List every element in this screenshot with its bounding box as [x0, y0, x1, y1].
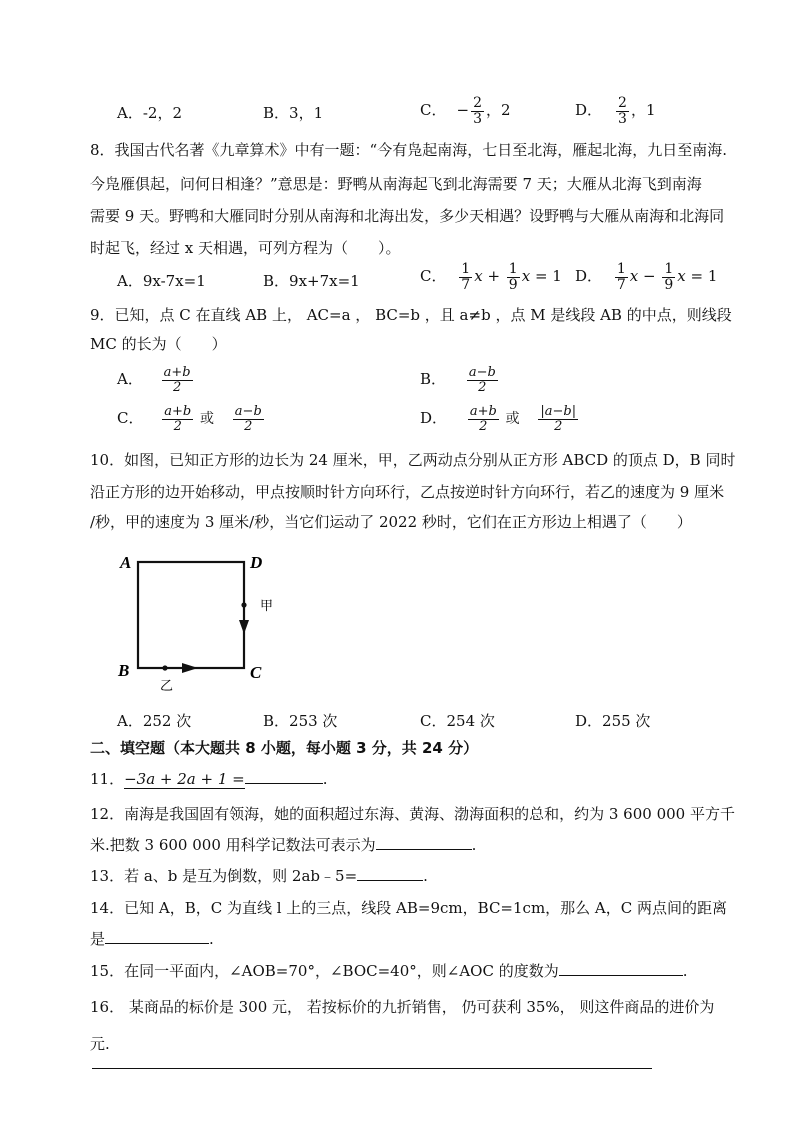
- arrow-right-icon: [182, 663, 198, 673]
- q10-option-d: D．255 次: [575, 712, 651, 730]
- q8-line-4: 时起飞，经过 x 天相遇，可列方程为（ ）。: [90, 239, 401, 257]
- q8-line-2: 今凫雁俱起，问何日相逢？”意思是：野鸭从南海起飞到北海需要 7 天；大雁从北海飞到南海: [90, 175, 702, 193]
- square-figure: [110, 548, 290, 698]
- numerator: 1: [664, 261, 674, 277]
- denominator: 2: [479, 418, 488, 434]
- q12-line-2-text: 米.把数 3 600 000 用科学记数法可表示为: [90, 836, 376, 854]
- fraction: [467, 366, 498, 394]
- fraction: [616, 96, 629, 126]
- denominator: 2: [478, 379, 487, 395]
- denominator: 2: [172, 379, 182, 395]
- variable-x: x: [474, 267, 483, 286]
- q13-text: 13．若 a、b 是互为倒数，则 2ab﹣5=: [90, 867, 358, 885]
- q10-line-2: 沿正方形的边开始移动，甲点按顺时针方向环行，乙点按逆时针方向环行，若乙的速度为 9 厘米: [90, 483, 725, 501]
- or-text: 或: [505, 411, 520, 428]
- option-label: D．: [420, 409, 448, 428]
- fraction: [615, 262, 628, 292]
- option-label: B．: [420, 370, 447, 389]
- q8-option-b: B．9x+7x=1: [263, 272, 360, 290]
- q7-option-d: [575, 96, 656, 126]
- denominator: 2: [173, 418, 182, 434]
- fraction: [162, 405, 193, 433]
- answer-blank[interactable]: [559, 961, 683, 976]
- q8-option-c: [420, 262, 562, 292]
- minus-sign: −: [642, 267, 656, 286]
- answer-blank[interactable]: [357, 866, 423, 881]
- point-jia: [241, 602, 246, 607]
- fraction: [468, 405, 499, 433]
- option-tail: ，2: [485, 101, 511, 120]
- q9-option-b: [420, 366, 500, 394]
- denominator: 7: [461, 276, 471, 293]
- option-label: D．: [575, 101, 603, 120]
- fraction: [459, 262, 472, 292]
- q13: [90, 862, 428, 890]
- option-tail: ，1: [630, 101, 656, 120]
- q12-line-2: [90, 831, 476, 859]
- q14-line-2: [90, 925, 214, 953]
- minus-sign: −: [456, 101, 470, 120]
- option-label: A．: [117, 370, 143, 389]
- numerator: a+b: [164, 404, 192, 419]
- point-yi: [162, 665, 167, 670]
- numerator: 1: [508, 261, 518, 277]
- fraction: [162, 366, 193, 394]
- q15-tail: .: [682, 962, 688, 980]
- denominator: 3: [473, 110, 482, 127]
- q9-option-a: [117, 366, 195, 394]
- q9-option-d: [420, 405, 580, 433]
- page-bottom-rule: [92, 1068, 652, 1069]
- numerator: a+b: [163, 365, 191, 380]
- fraction: [507, 262, 520, 292]
- q14-tail: .: [209, 930, 214, 948]
- q10-line-3: /秒，甲的速度为 3 厘米/秒，当它们运动了 2022 秒时，它们在正方形边上相遇了（ ）: [90, 513, 692, 531]
- vertex-label-d: D: [250, 553, 263, 572]
- fraction: [233, 405, 264, 433]
- q14-line-2-text: 是: [90, 930, 106, 948]
- numerator: a−b: [468, 365, 496, 380]
- q11-expression: −3a + 2a + 1 =: [124, 770, 245, 788]
- q10-option-c: C．254 次: [420, 712, 495, 730]
- denominator: 2: [554, 418, 563, 434]
- q16-line-1: 16． 某商品的标价是 300 元， 若按标价的九折销售， 仍可获利 35%， 则这件商品的进价为: [90, 998, 715, 1016]
- q15: [90, 957, 688, 985]
- q12-line-1: 12．南海是我国固有领海，她的面积超过东海、黄海、渤海面积的总和，约为 3 600 000 平方千: [90, 805, 735, 823]
- q8-line-3: 需要 9 天。野鸭和大雁同时分别从南海和北海出发，多少天相遇？设野鸭与大雁从南海和北海同: [90, 207, 725, 225]
- q15-text: 15．在同一平面内，∠AOB=70°，∠BOC=40°，则∠AOC 的度数为: [90, 962, 559, 980]
- option-label: D．: [575, 267, 603, 286]
- question-number: 11．: [90, 770, 125, 788]
- variable-x: x: [677, 267, 686, 286]
- q9-line-2: MC 的长为（ ）: [90, 335, 227, 353]
- label-jia: 甲: [260, 599, 274, 614]
- q9-line-1: 9．已知，点 C 在直线 AB 上， AC=a ， BC=b ，且 a≠b ，点 M 是线段 AB 的中点，则线段: [90, 306, 732, 324]
- q12-tail: .: [471, 836, 477, 854]
- equals-one: = 1: [534, 267, 562, 286]
- option-label: C．: [420, 267, 447, 286]
- q10-option-b: B．253 次: [263, 712, 338, 730]
- equals-one: = 1: [690, 267, 718, 286]
- q16-line-2: 元.: [90, 1035, 110, 1053]
- denominator: 2: [244, 418, 253, 434]
- or-text: 或: [200, 411, 215, 428]
- q8-line-1: 8．我国古代名著《九章算术》中有一题：“今有凫起南海，七日至北海，雁起北海，九日至南海.: [90, 141, 727, 159]
- q13-tail: .: [423, 867, 428, 885]
- label-yi: 乙: [160, 679, 174, 694]
- option-label: C．: [117, 409, 144, 428]
- q8-option-a: A．9x-7x=1: [117, 272, 206, 290]
- q11-tail: .: [322, 770, 328, 788]
- q10-option-a: A．252 次: [117, 712, 192, 730]
- variable-x: x: [629, 267, 639, 286]
- numerator: |a−b|: [540, 404, 577, 419]
- vertex-label-c: C: [250, 663, 262, 682]
- arrow-down-icon: [239, 620, 249, 634]
- square-abcd: [138, 562, 244, 668]
- denominator: 7: [616, 276, 626, 293]
- denominator: 9: [508, 276, 518, 293]
- q11: [90, 768, 328, 789]
- numerator: a−b: [234, 404, 262, 419]
- answer-blank[interactable]: [376, 835, 472, 850]
- variable-x: x: [521, 267, 531, 286]
- fraction: [471, 96, 484, 126]
- numerator: a+b: [469, 404, 497, 419]
- q7-option-b: B．3，1: [263, 104, 324, 122]
- numerator: 1: [461, 261, 471, 277]
- fraction: [538, 405, 578, 433]
- plus-sign: +: [487, 267, 501, 286]
- q8-option-d: [575, 262, 717, 292]
- denominator: 3: [618, 110, 627, 127]
- vertex-label-b: B: [118, 661, 130, 680]
- q10-line-1: 10．如图，已知正方形的边长为 24 厘米，甲，乙两动点分别从正方形 ABCD 的顶点 D，B 同时: [90, 451, 736, 469]
- q14-line-1: 14．已知 A，B，C 为直线 l 上的三点，线段 AB=9cm，BC=1cm，那么 A，C 两点间的距离: [90, 899, 728, 917]
- q9-option-c: [117, 405, 266, 433]
- numerator: 2: [473, 95, 482, 111]
- q7-option-c: [420, 96, 511, 126]
- denominator: 9: [664, 276, 674, 293]
- answer-blank[interactable]: [105, 929, 209, 944]
- option-label: C．: [420, 101, 447, 120]
- numerator: 1: [616, 261, 626, 277]
- answer-blank[interactable]: [245, 769, 323, 784]
- vertex-label-a: A: [120, 553, 132, 572]
- numerator: 2: [618, 95, 627, 111]
- q7-option-a: A．-2，2: [117, 104, 182, 122]
- fraction: [662, 262, 675, 292]
- section-heading-fill-in: 二、填空题（本大题共 8 小题，每小题 3 分，共 24 分）: [90, 739, 479, 757]
